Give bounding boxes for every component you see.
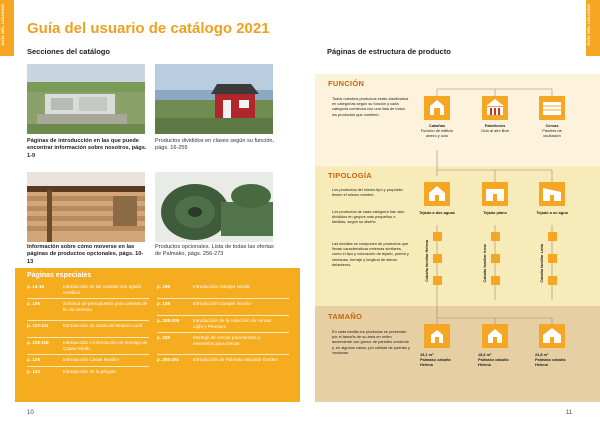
fence-icon (539, 96, 565, 120)
family-square (491, 276, 500, 285)
family-square (491, 254, 500, 263)
family-label-lotta: Cabaña familiar Lotta (540, 244, 544, 283)
family-square (548, 232, 557, 241)
tipologia-item-label: Tejado plano (483, 210, 507, 215)
section-heading-left: Secciones del catálogo (27, 47, 110, 56)
family-square (548, 254, 557, 263)
family-square (433, 232, 442, 241)
family-square (548, 276, 557, 285)
caption-intro: Páginas de introducción en las que puede encontrar información sobre nosotros, págs. 1-9 (27, 138, 147, 159)
tamano-item-label: 18,6 m² Palmako cabaña Helena (478, 352, 509, 367)
tamano-item-label: 15,1 m² Palmako cabaña Helena (420, 352, 451, 367)
caption-function: Productos divididos en clases según su función, págs. 16-255 (155, 138, 275, 152)
pavilion-icon (482, 96, 508, 120)
family-square (491, 232, 500, 241)
flat-roof-icon (482, 182, 508, 206)
caption-optional-products-text: Productos opcionales. Lista de todas las ofertas de Palmako, págs. 256-273 (155, 244, 274, 258)
tipologia-item-label: Tejado a dos aguas (419, 210, 455, 215)
special-pages-title: Páginas especiales (27, 272, 92, 279)
family-square (433, 254, 442, 263)
funcion-item-label: Cercas Paneles de ocultación (542, 123, 562, 138)
page-title: Guía del usuario de catálogo 2021 (27, 20, 270, 37)
page-number-left: 10 (27, 410, 34, 416)
family-label-irene: Cabaña familiar Irene (483, 244, 487, 283)
tamano-item-label: 24,8 m² Palmako cabaña Helena (535, 352, 566, 367)
page-number-right: 11 (566, 410, 573, 416)
family-label-helena: Cabaña familiar Helena (425, 240, 429, 282)
text-tipologia-1: Los productos del mismo tipo y propósito tienen el mismo nombre. (332, 187, 403, 198)
special-pages-box: Páginas especiales p. 14-15 Introducción de las casetas con tejado metálico p. 106 Solicitud de presupuesto para casetas de fin de semana p. 110-111 Introducción de casas de Modern Look p. 118-119 Introducción e información de montaje de Casas Nordic p. 125 Introducción Casas Nordic+ p. 143 Introducción de la pérgola p. 166 Introducción Garajes Nordic p. 168 Introducción Garajes Nordic+ p. 208-209 Introducción de la colección de cercas Light y Premium p. 220 Montaje de cercas para terraza y elementos para cercas p. 250-251 Introducción de Palmako Modular Garden (15, 268, 300, 402)
cabin-size-icon (424, 324, 450, 348)
family-square (433, 276, 442, 285)
cabin-size-icon (482, 324, 508, 348)
text-tamano: En cada familia los productos se presentan por el tamaño de su área en orden ascendente con grosor de paredes creciente y, en algunos casos, por calidad de puertas y ventanas. (332, 329, 410, 355)
section-heading-right: Páginas de estructura de producto (327, 47, 451, 56)
text-funcion: Todos nuestros productos están clasificados en categorías según su función y cada categoría comienza con una lista de todos los productos que contiene. (332, 96, 409, 117)
label-tipologia: TIPOLOGÍA (328, 171, 372, 180)
funcion-item-label: Pabellones Ocio al aire libre (480, 123, 510, 133)
text-tipologia-3: Las familias se componen de productos que llevan características externas similares, como el tipo y colocación de tejado, puerta y ventanas, herraje y longitud de aleros delanteros. (332, 241, 409, 267)
text-tipologia-2: Los productos de cada categoría han sido divididos en grupos más pequeños o familias, según su diseño (332, 209, 405, 225)
side-tab-left: GUÍA DEL USUARIO (0, 0, 14, 56)
tipologia-item-label: Tejado a un agua (536, 210, 568, 215)
cabin-size-icon (539, 324, 565, 348)
gable-roof-icon (424, 182, 450, 206)
mono-pitch-roof-icon (539, 182, 565, 206)
funcion-item-label: Cabañas Función de edificio anexo y ocio (420, 123, 454, 138)
cabin-icon (424, 96, 450, 120)
label-tamano: TAMAÑO (328, 312, 363, 321)
label-funcion: FUNCIÓN (328, 79, 365, 88)
caption-optional-nav-text: Información sobre cómo moverse en las páginas de productos opcionales, págs. 10-13 (27, 244, 144, 265)
side-tab-right: GUÍA DEL USUARIO (586, 0, 600, 56)
